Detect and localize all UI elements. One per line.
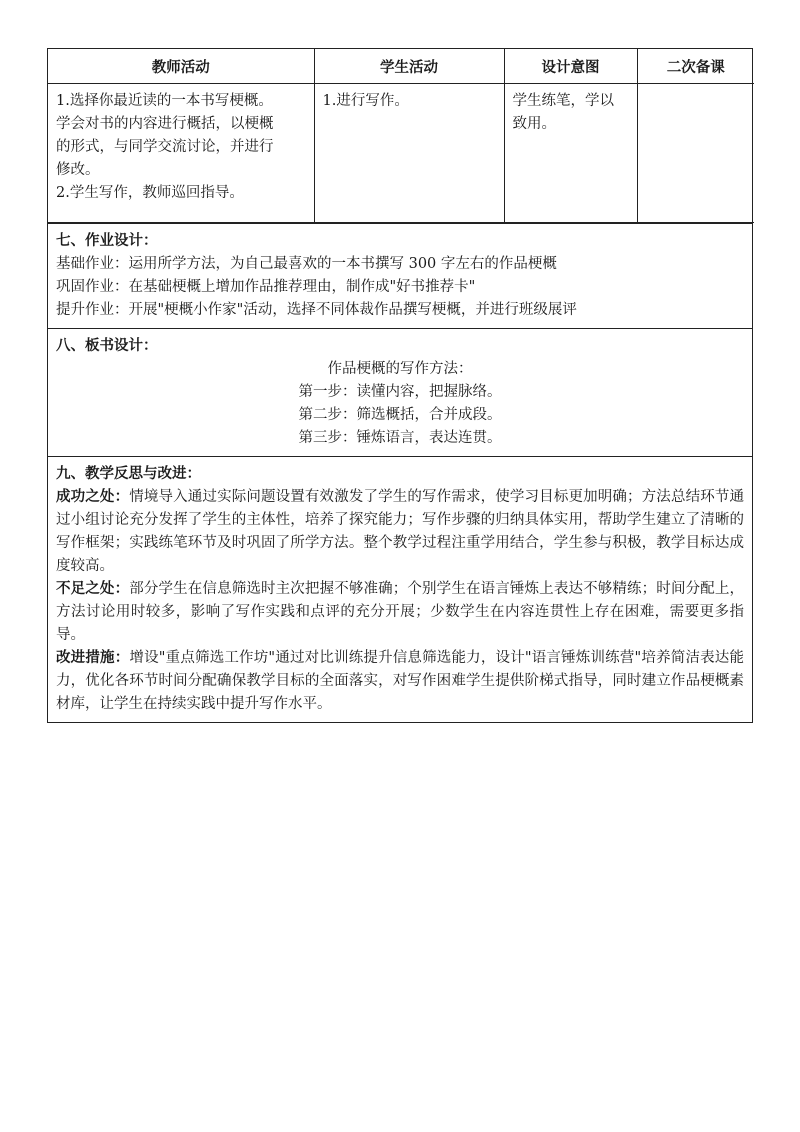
lesson-plan-sheet <box>47 48 753 723</box>
board-design-section <box>48 328 752 456</box>
board-step-1: 第一步：读懂内容，把握脉络。 <box>298 384 502 400</box>
header-design-intent: 设计意图 <box>504 49 637 84</box>
header-second-preparation: 二次备课 <box>637 49 754 84</box>
success-text: 情境导入通过实际问题设置有效激发了学生的写作需求，使学习目标更加明确；方法总结环节通过小组讨论充分发挥了学生的主体性，培养了探究能力；写作步骤的归纳具体实用，帮助学生建立了清晰的写作框架；实践练笔环节及时巩固了所学方法。整个教学过程注重学用结合，学生参与积极，教学目标达成度较高。 <box>56 489 745 574</box>
homework-title: 七、作业设计： <box>56 233 158 249</box>
reflection-shortcoming <box>56 578 744 647</box>
cell-student-activity <box>314 84 504 223</box>
homework-advanced: 提升作业：开展"梗概小作家"活动，选择不同体裁作品撰写梗概，并进行班级展评 <box>56 302 577 318</box>
design-intent-line: 致用。 <box>512 116 556 132</box>
student-activity-line: 1.进行写作。 <box>322 93 409 109</box>
homework-section <box>48 223 752 328</box>
improve-text: 增设"重点筛选工作坊"通过对比训练提升信息筛选能力，设计"语言锤炼训练营"培养简洁表达能力，优化各环节时间分配确保教学目标的全面落实，对写作困难学生提供阶梯式指导，同时建立作品梗概素材库，让学生在持续实践中提升写作水平。 <box>56 650 744 712</box>
shortcoming-text: 部分学生在信息筛选时主次把握不够准确；个别学生在语言锤炼上表达不够精练；时间分配上，方法讨论用时较多，影响了写作实践和点评的充分开展；少数学生在内容连贯性上存在困难，需要更多指导。 <box>56 581 745 643</box>
shortcoming-label: 不足之处： <box>56 581 130 597</box>
teacher-activity-line: 修改。 <box>56 162 100 178</box>
reflection-success <box>56 486 744 578</box>
table-row <box>48 84 754 223</box>
board-step-3: 第三步：锤炼语言，表达连贯。 <box>298 430 502 446</box>
activity-table <box>48 49 754 223</box>
reflection-title: 九、教学反思与改进： <box>56 466 201 482</box>
homework-consolidate: 巩固作业：在基础梗概上增加作品推荐理由，制作成"好书推荐卡" <box>56 279 476 295</box>
board-heading: 作品梗概的写作方法： <box>327 361 473 377</box>
improve-label: 改进措施： <box>56 650 130 666</box>
cell-design-intent <box>504 84 637 223</box>
homework-basic: 基础作业：运用所学方法，为自己最喜欢的一本书撰写 300 字左右的作品梗概 <box>56 256 557 272</box>
header-student-activity: 学生活动 <box>314 49 504 84</box>
board-step-2: 第二步：筛选概括，合并成段。 <box>298 407 502 423</box>
reflection-improvement <box>56 647 744 716</box>
header-teacher-activity: 教师活动 <box>48 49 314 84</box>
cell-second-preparation <box>637 84 754 223</box>
teacher-activity-line: 的形式，与同学交流讨论，并进行 <box>56 139 274 155</box>
teacher-activity-line: 2.学生写作，教师巡回指导。 <box>56 185 244 201</box>
teacher-activity-line: 1.选择你最近读的一本书写梗概。 <box>56 93 273 109</box>
teacher-activity-line: 学会对书的内容进行概括，以梗概 <box>56 116 274 132</box>
success-label: 成功之处： <box>56 489 130 505</box>
board-design-title: 八、板书设计： <box>56 338 158 354</box>
reflection-section <box>48 456 752 722</box>
table-header-row <box>48 49 754 84</box>
cell-teacher-activity <box>48 84 314 223</box>
design-intent-line: 学生练笔，学以 <box>512 93 614 109</box>
